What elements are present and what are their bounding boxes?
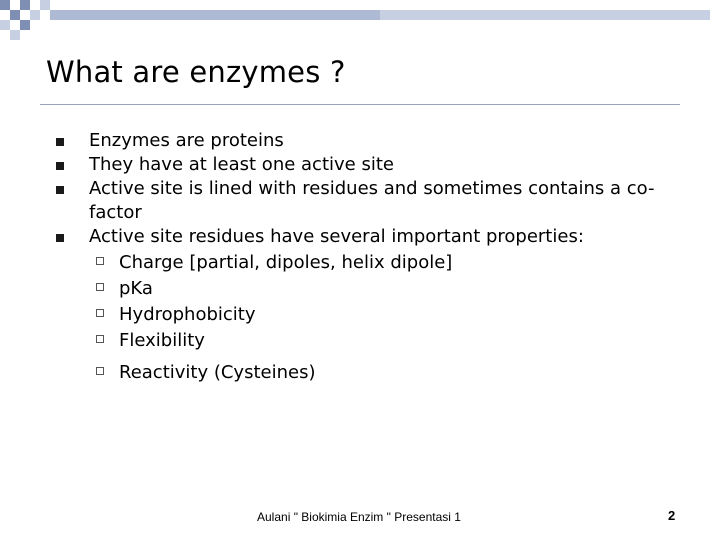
- bullet-item: [56, 153, 676, 177]
- bullet-item: [56, 129, 676, 153]
- slide-footer: Aulani " Biokimia Enzim " Presentasi 1: [257, 510, 461, 524]
- sub-bullet-item: [56, 303, 676, 327]
- hollow-square-bullet-icon: [96, 335, 104, 343]
- sub-bullet-item: [56, 277, 676, 301]
- sub-bullet-item: [56, 329, 676, 353]
- sub-bullet-text: pKa: [119, 278, 153, 299]
- sub-bullet-text: Hydrophobicity: [119, 304, 256, 325]
- bullet-item: [56, 225, 676, 249]
- square-bullet-icon: [56, 138, 64, 146]
- bullet-text: Active site residues have several important properties:: [89, 226, 584, 247]
- bullet-item: [56, 177, 676, 225]
- bullet-text: Active site is lined with residues and sometimes contains a co-factor: [89, 178, 655, 223]
- square-bullet-icon: [56, 234, 64, 242]
- corner-decoration: [0, 0, 720, 50]
- title-underline: [40, 104, 680, 105]
- sub-bullet-text: Reactivity (Cysteines): [119, 362, 316, 383]
- hollow-square-bullet-icon: [96, 257, 104, 265]
- hollow-square-bullet-icon: [96, 309, 104, 317]
- bullet-text: They have at least one active site: [89, 154, 394, 175]
- sub-bullet-text: Flexibility: [119, 330, 205, 351]
- sub-bullet-item: [56, 251, 676, 275]
- square-bullet-icon: [56, 186, 64, 194]
- slide-title: What are enzymes ?: [46, 55, 346, 89]
- square-bullet-icon: [56, 162, 64, 170]
- bullet-text: Enzymes are proteins: [89, 130, 284, 151]
- hollow-square-bullet-icon: [96, 283, 104, 291]
- hollow-square-bullet-icon: [96, 367, 104, 375]
- page-number: 2: [668, 508, 676, 523]
- bullet-list: [56, 129, 676, 385]
- sub-bullet-item: [56, 361, 676, 385]
- sub-bullet-text: Charge [partial, dipoles, helix dipole]: [119, 252, 453, 273]
